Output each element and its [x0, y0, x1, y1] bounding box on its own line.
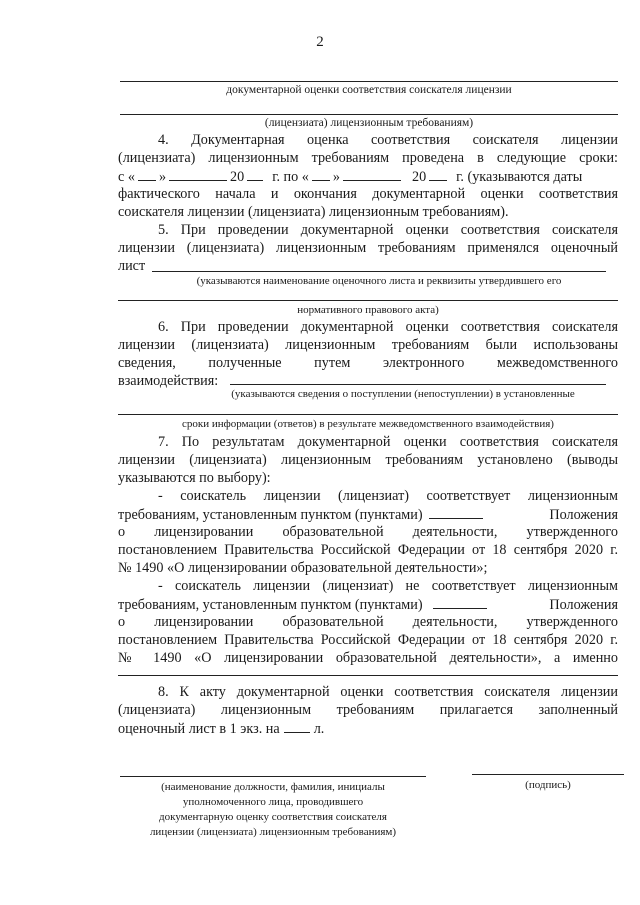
p4-text: » [158, 169, 167, 185]
clause-blank [429, 506, 483, 519]
p4-text: с « [118, 169, 135, 185]
p7-option-b-line: о лицензировании образовательной деятельности, утвержденного [118, 614, 618, 630]
header-caption: (лицензиата) лицензионным требованиям) [264, 117, 474, 129]
day-blank [312, 168, 330, 181]
p7-option-a-line: № 1490 «О лицензировании образовательной деятельности»; [118, 560, 488, 576]
p7-option-b-line: постановлением Правительства Российской Федерации от 18 сентября 2020 г. [118, 632, 618, 648]
position-name-line [120, 776, 426, 777]
blank-line [118, 300, 618, 301]
month-blank [169, 168, 227, 181]
p4-line: 4. Документарная оценка соответствия соискателя лицензии [158, 132, 618, 148]
p5-line: 5. При проведении документарной оценки соответствия соискателя [158, 222, 618, 238]
p5-caption: (указываются наименование оценочного листа и реквизиты утвердившего его [196, 275, 562, 287]
p7-option-b-line: - соискатель лицензии (лицензиат) не соответствует лицензионным [158, 578, 618, 594]
p6-caption: (указываются сведения о поступлении (непоступлении) в установленные [231, 388, 575, 400]
header-caption: документарной оценки соответствия соискателя лицензии [226, 84, 512, 96]
p6-line: взаимодействия: [118, 373, 219, 389]
p7-text: требованиям, установленным пунктом (пунктами) [118, 507, 423, 523]
p6-caption: сроки информации (ответов) в результате межведомственного взаимодействия) [182, 418, 554, 430]
p7-line: 7. По результатам документарной оценки соответствия соискателя [158, 434, 618, 450]
p4-text: г. (указываются даты [456, 169, 583, 185]
clause-blank [433, 596, 487, 609]
blank-line [120, 114, 618, 115]
p8-line [118, 720, 324, 738]
p7-line: лицензии (лицензиата) лицензионным требованиям установлено (выводы [118, 452, 618, 468]
blank-line [118, 414, 618, 415]
p4-text: » [332, 169, 340, 185]
signature-caption-line: (наименование должности, фамилия, инициалы [161, 781, 385, 793]
p7-option-a-line [118, 506, 618, 524]
year-blank [429, 168, 447, 181]
month-blank [343, 168, 401, 181]
p4-text: 20 [230, 169, 245, 185]
p8-line: 8. К акту документарной оценки соответствия соискателя лицензии [158, 684, 618, 700]
p7-option-b-line [118, 596, 618, 614]
p4-text: г. по « [272, 169, 309, 185]
pages-blank [284, 720, 310, 733]
blank-line [152, 271, 606, 272]
p4-line: соискателя лицензии (лицензиата) лицензионным требованиям). [118, 204, 509, 220]
p8-text: л. [313, 721, 325, 737]
signature-caption-line: документарную оценку соответствия соискателя [159, 811, 387, 823]
blank-line [230, 384, 606, 385]
p5-line: лист [118, 258, 146, 274]
blank-line [118, 675, 618, 676]
p6-line: сведения, полученные путем электронного межведомственного [118, 355, 618, 371]
p4-line: (лицензиата) лицензионным требованиям проведена в следующие сроки: [118, 150, 618, 166]
p4-text: 20 [411, 169, 427, 185]
page-number: 2 [316, 34, 324, 50]
signature-line [472, 774, 624, 775]
signature-caption-line: уполномоченного лица, проводившего [182, 796, 364, 808]
year-blank [247, 168, 263, 181]
p5-line: лицензии (лицензиата) лицензионным требованиям применялся оценочный [118, 240, 618, 256]
p6-line: лицензии (лицензиата) лицензионным требованиям были использованы [118, 337, 618, 353]
p8-text: оценочный лист в 1 экз. на [118, 721, 280, 737]
p8-line: (лицензиата) лицензионным требованиям прилагается заполненный [118, 702, 618, 718]
signature-caption-line: лицензии (лицензиата) лицензионным требованиям) [149, 826, 397, 838]
position-name-caption [100, 780, 446, 840]
p7-option-b-line: № 1490 «О лицензировании образовательной деятельности», а именно [118, 650, 618, 666]
p7-option-a-line: постановлением Правительства Российской Федерации от 18 сентября 2020 г. [118, 542, 618, 558]
p7-text: Положения [549, 507, 618, 523]
p7-text: Положения [549, 597, 618, 613]
blank-line [120, 81, 618, 82]
p6-line: 6. При проведении документарной оценки соответствия соискателя [158, 319, 618, 335]
p7-option-a-line: - соискатель лицензии (лицензиат) соответствует лицензионным [158, 488, 618, 504]
p4-dates-line [118, 168, 618, 186]
p7-line: указываются по выбору): [118, 470, 271, 486]
p7-text: требованиям, установленным пунктом (пунктами) [118, 597, 423, 613]
p7-option-a-line: о лицензировании образовательной деятельности, утвержденного [118, 524, 618, 540]
day-blank [138, 168, 156, 181]
signature-caption: (подпись) [525, 779, 571, 791]
p4-line: фактического начала и окончания документарной оценки соответствия [118, 186, 618, 202]
p5-caption: нормативного правового акта) [297, 304, 439, 316]
